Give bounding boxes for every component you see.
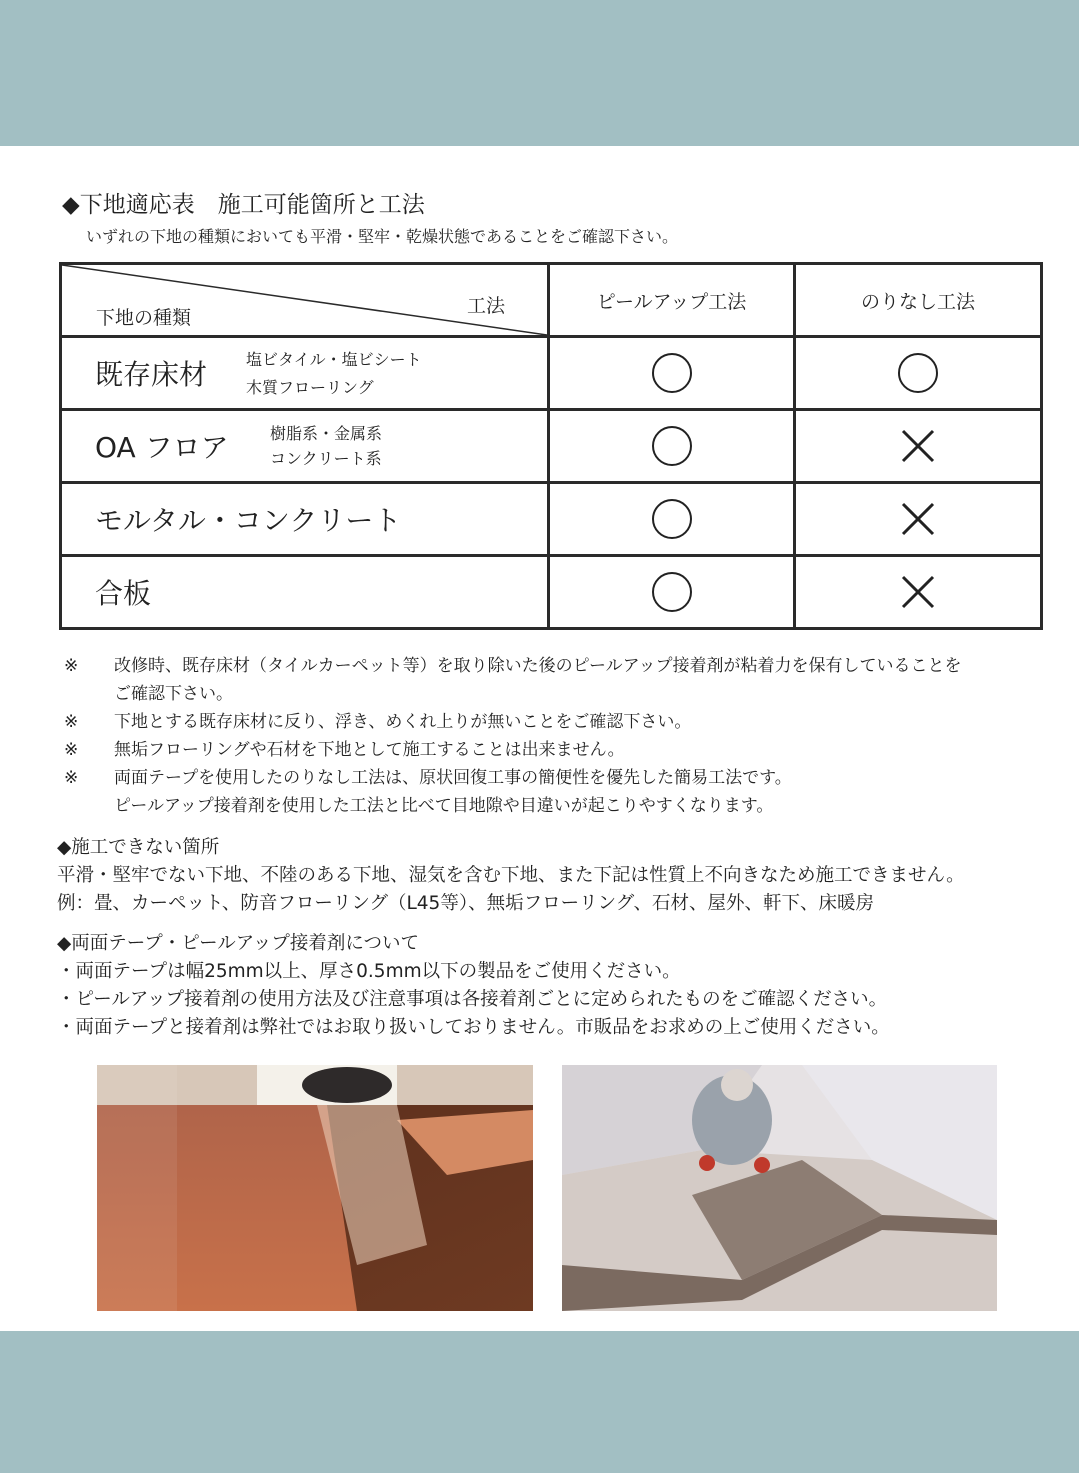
table-row [61,337,1042,410]
section-line: ・両面テープは幅25mm以上、厚さ0.5mm以下の製品をご使用ください。 [57,961,681,982]
substrate-name: 合板 [95,577,152,610]
substrate-sub-label: 樹脂系・金属系 [270,424,383,443]
circle-icon [650,497,694,541]
section-heading: ◆両面テープ・ピールアップ接着剤について [57,933,420,954]
substrate-sub-label: 木質フローリング [246,378,374,397]
note-item [64,736,1034,764]
note-line: 下地とする既存床材に反り、浮き、めくれ上りが無いことをご確認下さい。 [114,712,692,732]
page-subtitle: いずれの下地の種類においても平滑・堅牢・乾燥状態であることをご確認下さい。 [86,227,679,246]
peel-up-mark-cell [549,556,795,629]
no-glue-mark-cell [795,337,1042,410]
page-title: ◆下地適応表 施工可能箇所と工法 [62,192,425,218]
column-header-no-glue: のりなし工法 [795,264,1042,337]
bottom-band [0,1331,1079,1473]
note-line: 無垢フローリングや石材を下地として施工することは出来ません。 [114,740,625,760]
table-row [61,410,1042,483]
circle-icon [650,570,694,614]
header-substrate-label: 下地の種類 [96,307,192,329]
note-line: 両面テープを使用したのりなし工法は、原状回復工事の簡便性を優先した簡易工法です。 [114,768,792,788]
cross-icon [898,499,938,539]
table-row [61,556,1042,629]
header-method-label: 工法 [466,295,505,317]
no-glue-mark-cell [795,410,1042,483]
note-line: ピールアップ接着剤を使用した工法と比べて目地隙や目違いが起こりやすくなります。 [114,796,774,816]
circle-icon [650,424,694,468]
section-heading: ◆施工できない箇所 [57,837,220,858]
note-marker: ※ [64,712,79,732]
peel-up-mark-cell [549,483,795,556]
substrate-name: OA フロア [95,431,229,464]
table-row [61,483,1042,556]
substrate-name: モルタル・コンクリート [95,504,402,537]
note-item [64,708,1034,736]
top-band [0,0,1079,146]
substrate-cell [61,483,549,556]
substrate-name: 既存床材 [95,358,208,391]
note-item [64,764,1034,820]
note-item [64,652,1034,708]
substrate-table [59,262,1043,630]
note-marker: ※ [64,656,79,676]
substrate-sub-label: 塩ビタイル・塩ビシート [246,350,422,369]
cross-icon [898,572,938,612]
substrate-cell [61,337,549,410]
circle-icon [650,351,694,395]
substrate-sub-label: コンクリート系 [270,449,382,468]
section-line: ・ピールアップ接着剤の使用方法及び注意事項は各接着剤ごとに定められたものをご確認ください。 [57,989,888,1010]
note-line: ご確認下さい。 [114,684,233,704]
notes-list [64,652,1034,820]
no-glue-mark-cell [795,483,1042,556]
substrate-cell [61,556,549,629]
section-line: 例：畳、カーペット、防音フローリング（L45等）、無垢フローリング、石材、屋外、軒下、床暖房 [57,893,874,914]
peel-up-mark-cell [549,337,795,410]
peel-up-mark-cell [549,410,795,483]
note-line: 改修時、既存床材（タイルカーペット等）を取り除いた後のピールアップ接着剤が粘着力を保有していることを [114,656,962,676]
photo-tile-installation [562,1065,997,1311]
header-corner-cell [61,264,549,337]
note-marker: ※ [64,740,79,760]
photo-wood-floor-installation [97,1065,533,1311]
section-line: ・両面テープと接着剤は弊社ではお取り扱いしておりません。市販品をお求めの上ご使用ください。 [57,1017,890,1038]
section-line: 平滑・堅牢でない下地、不陸のある下地、湿気を含む下地、また下記は性質上不向きなため施工できません。 [57,865,965,886]
note-marker: ※ [64,768,79,788]
no-glue-mark-cell [795,556,1042,629]
adhesive-section [57,930,890,1042]
substrate-cell [61,410,549,483]
column-header-peel-up: ピールアップ工法 [549,264,795,337]
circle-icon [896,351,940,395]
table-header-row [61,264,1042,337]
cross-icon [898,426,938,466]
unsuitable-section [57,834,965,918]
